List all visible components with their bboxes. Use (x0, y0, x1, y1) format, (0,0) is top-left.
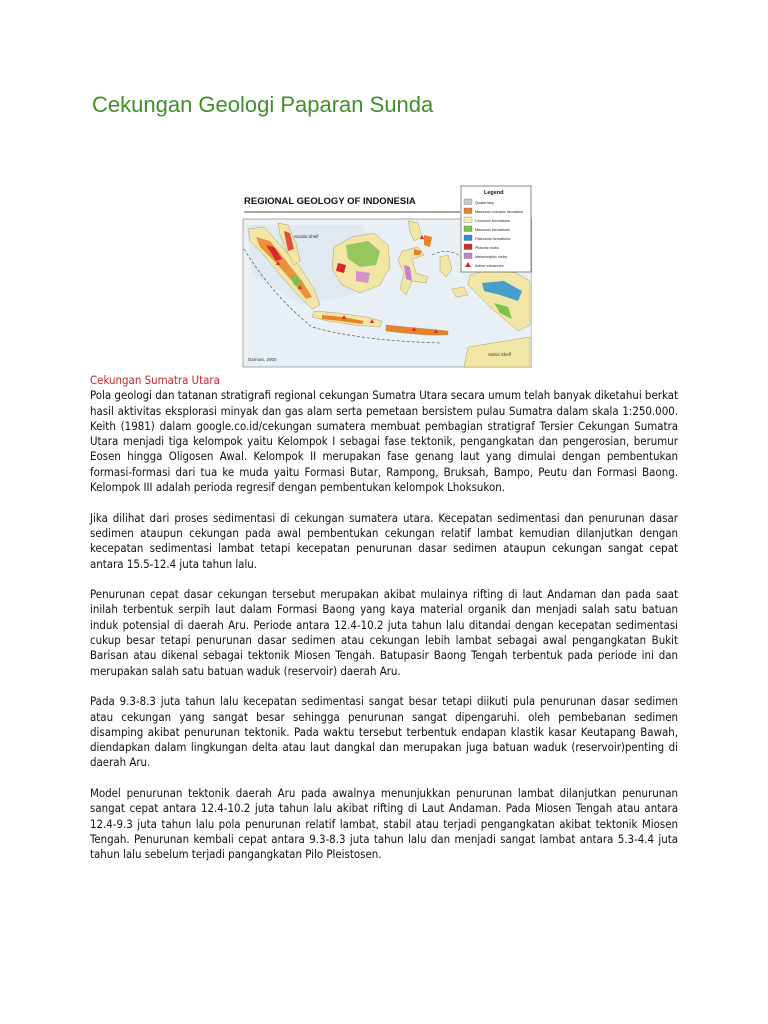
section-subheading: Cekungan Sumatra Utara (90, 373, 220, 387)
geology-map-image (242, 185, 532, 368)
legend-label: Cenozoic formations (475, 219, 510, 223)
legend-label: Metamorphic rocks (475, 255, 508, 259)
legend-swatch (464, 226, 472, 232)
legend-swatch (464, 235, 472, 241)
legend-label: Quaternary (475, 201, 494, 205)
legend-label: Paleozoic formations (475, 237, 511, 241)
legend-label: Plutonic rocks (475, 246, 499, 250)
legend-label: Mesozoic formations (475, 228, 510, 232)
article-paragraph: Model penurunan tektonik daerah Aru pada awalnya menunjukkan penurunan lambat dilanjutkan penurunan sangat cepat antara 12.4-10.2 juta tahun lalu akibat rifting di Laut Andaman. Pada Miosen Tengah atau antara 12.4-9.3 juta tahun lalu pola penurunan relatif lambat, stabil atau terjadi pengangkatan akibat tektonik Miosen Tengah. Penurunan kembali cepat antara 9.3-8.3 juta tahun lalu dan menjadi sangat lambat antara 5.3-4.4 juta tahun lalu sebelum terjadi pangangkatan Pilo Pleistosen. (90, 786, 678, 862)
article-body (90, 373, 678, 878)
legend-swatch (464, 199, 472, 205)
legend-swatch (464, 208, 472, 214)
page-title: Cekungan Geologi Paparan Sunda (92, 92, 434, 117)
article-paragraph: Jika dilihat dari proses sedimentasi di cekungan sumatera utara. Kecepatan sedimentasi dan penurunan dasar sedimen ataupun cekungan pada awal pembentukan cekungan relatif lambat kemudian dilanjutkan dengan kecepatan sedimentasi lambat tetapi kecepatan penurunan dasar sedimen ataupun cekungan sangat cepat antara 15.5-12.4 juta tahun lalu. (90, 510, 678, 571)
map-credit: Darman, 2000 (248, 357, 277, 362)
legend-title: Legend (484, 190, 504, 196)
article-paragraph: Pola geologi dan tatanan stratigrafi regional cekungan Sumatra Utara secara umum telah banyak diketahui berkat hasil aktivitas eksplorasi minyak dan gas alam serta pemetaan bersistem pulau Sumatra dalam skala 1:250.000. Keith (1981) dalam google.co.id/cekungan sumatera membuat pembagian stratigraf Tersier Cekungan Sumatra Utara menjadi tiga kelompok yaitu Kelompok I sebagai fase tektonik, pengangkatan dan pengerosian, berumur Eosen hingga Oligosen Awal. Kelompok II merupakan fase genang laut yang dimulai dengan pembentukan formasi-formasi dari tua ke muda yaitu Formasi Butar, Rampong, Bruksah, Bampo, Peutu dan Formasi Baong. Kelompok III adalah perioda regresif dengan pembentukan kelompok Lhoksukon. (90, 388, 678, 495)
article-paragraph: Pada 9.3-8.3 juta tahun lalu kecepatan sedimentasi sangat besar tetapi diikuti pula penurunan dasar sedimen atau cekungan yang sangat besar sehingga penurunan sangat dipengaruhi. oleh pembebanan sedimen disamping akibat penurunan tektonik. Pada waktu tersebut terbentuk endapan klastik kasar Keutapang Bawah, diendapkan dalam lingkungan delta atau laut dangkal dan merupakan juga batuan waduk (reservoir)penting di daerah Aru. (90, 694, 678, 770)
legend-label: Active volcanoes (475, 264, 504, 268)
map-title: REGIONAL GEOLOGY OF INDONESIA (244, 196, 416, 207)
legend-label: Mesozoic-volcanic formation (475, 210, 523, 214)
map-place-label: Sahul Shelf (488, 352, 512, 357)
legend-swatch (464, 217, 472, 223)
article-paragraph: Penurunan cepat dasar cekungan tersebut merupakan akibat mulainya rifting di laut Andaman dan pada saat inilah terbentuk serpih laut dalam Formasi Baong yang kaya material organik dan menjadi salah satu batuan induk potensial di daerah Aru. Periode antara 12.4-10.2 juta tahun lalu ditandai dengan kecepatan sedimentasi cukup besar tetapi penurunan dasar sedimen atau cekungan lebih lambat sebagai awal pengangkatan Bukit Barisan atau dikenal sebagai tektonik Miosen Tengah. Batupasir Baong Tengah terbentuk pada periode ini dan merupakan salah satu batuan waduk (reservoir) daerah Aru. (90, 587, 678, 678)
map-place-label: Sunda Shelf (294, 234, 319, 239)
regional-geology-map-figure (242, 185, 532, 368)
legend-swatch (464, 244, 472, 250)
legend-swatch (464, 253, 472, 259)
map-legend (461, 186, 531, 272)
